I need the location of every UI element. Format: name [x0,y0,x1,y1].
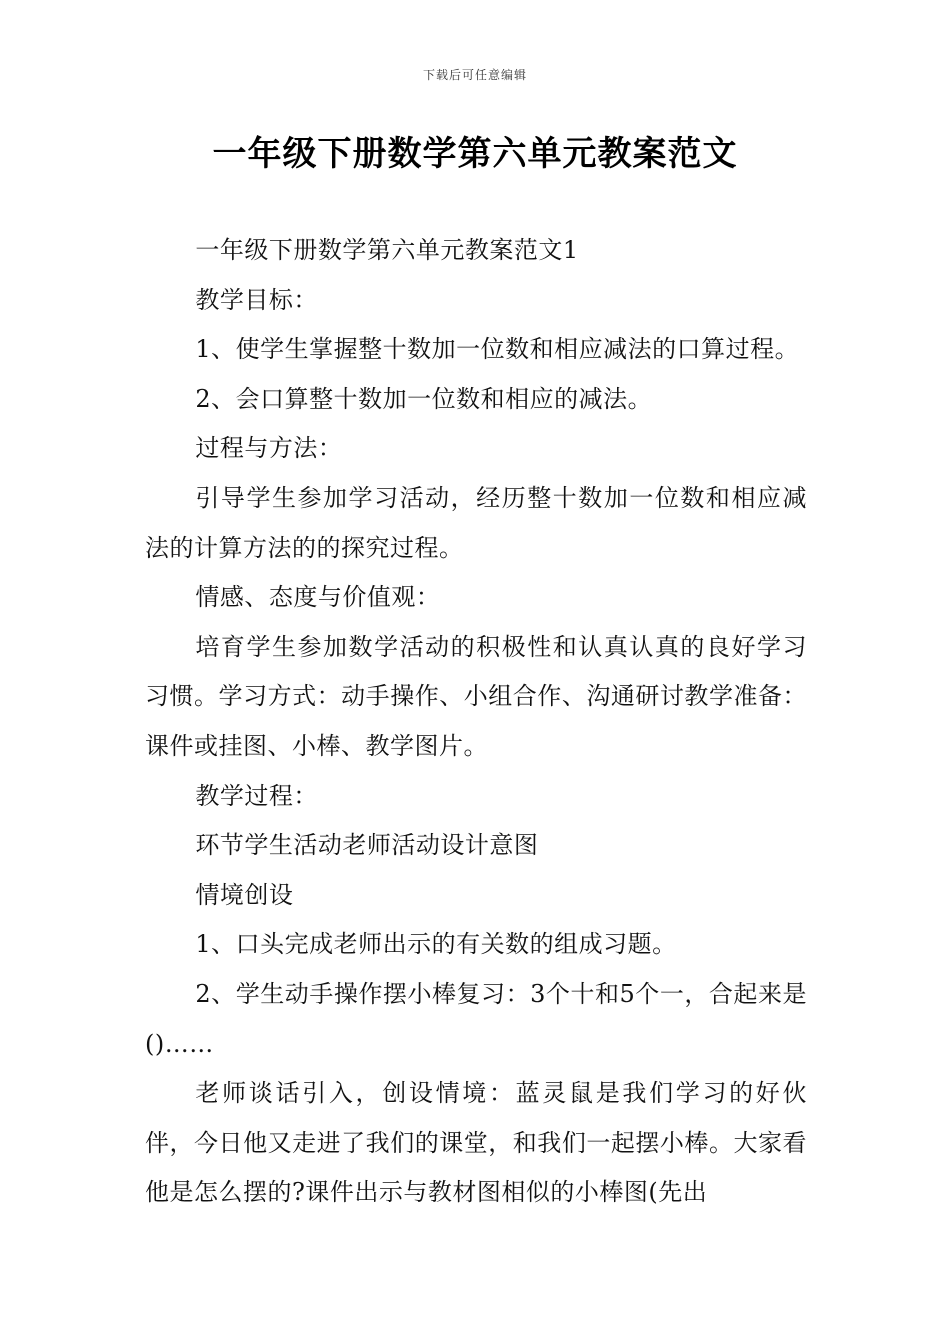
paragraph: 2、学生动手操作摆小棒复习：3个十和5个一，合起来是()…… [145,979,807,1058]
paragraph: 老师谈话引入，创设情境：蓝灵鼠是我们学习的好伙伴，今日他又走进了我们的课堂，和我们一起摆小棒。大家看他是怎么摆的?课件出示与教材图相似的小棒图(先出 [145,1079,807,1207]
paragraph: 引导学生参加学习活动，经历整十数加一位数和相应减法的计算方法的的探究过程。 [145,483,807,562]
paragraph: 环节学生活动老师活动设计意图 [195,831,539,860]
header-note: 下载后可任意编辑 [422,68,527,82]
document-body [145,226,807,1218]
paragraph: 1、使学生掌握整十数加一位数和相应减法的口算过程。 [195,335,800,364]
paragraph: 教学过程： [195,781,318,810]
paragraph: 2、会口算整十数加一位数和相应的减法。 [195,384,653,413]
paragraph: 1、口头完成老师出示的有关数的组成习题。 [195,930,677,959]
paragraph: 教学目标： [195,285,318,314]
paragraph: 一年级下册数学第六单元教案范文1 [195,236,579,264]
paragraph: 情境创设 [195,880,294,909]
paragraph: 培育学生参加数学活动的积极性和认真认真的良好学习习惯。学习方式：动手操作、小组合作、沟通研讨教学准备：课件或挂图、小棒、教学图片。 [145,632,807,760]
paragraph: 过程与方法： [195,434,343,463]
document-title: 一年级下册数学第六单元教案范文 [212,134,738,174]
paragraph: 情感、态度与价值观： [195,583,441,612]
